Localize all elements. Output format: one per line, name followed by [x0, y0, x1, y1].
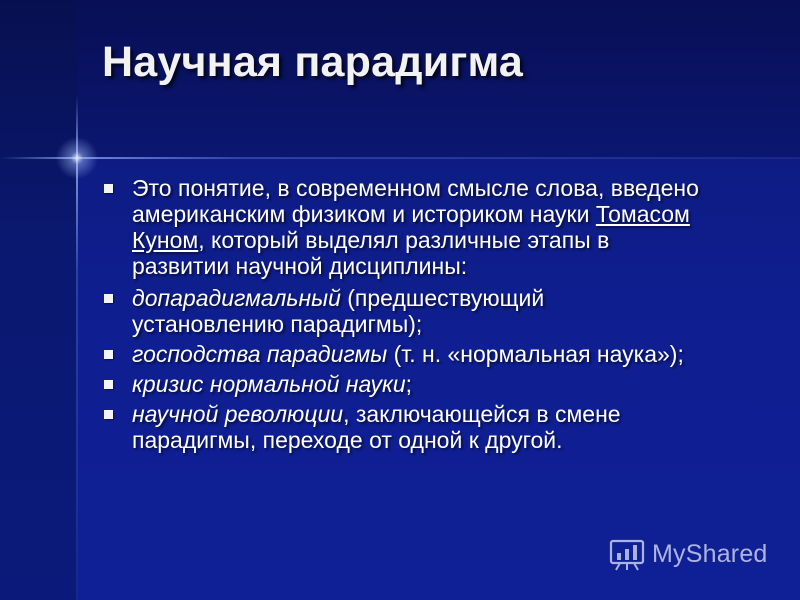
square-bullet-icon — [104, 410, 113, 419]
horizontal-accent-line — [0, 157, 800, 159]
square-bullet-icon — [104, 350, 113, 359]
bullet-list — [102, 175, 702, 457]
watermark — [608, 533, 768, 575]
bullet-text: (т. н. «нормальная наука»); — [387, 341, 684, 367]
left-band — [0, 0, 78, 600]
bullet-item — [102, 371, 702, 397]
bullet-text: Это понятие, в современном смысле слова, введено американским физиком и историком науки — [132, 175, 699, 227]
square-bullet-icon — [104, 294, 113, 303]
myshared-logo-icon — [608, 535, 646, 573]
bullet-emphasis: допарадигмальный — [132, 285, 341, 311]
bullet-text: ; — [405, 371, 413, 397]
bullet-item — [102, 285, 702, 337]
bullet-text: , заключающейся в смене парадигмы, переходе от одной к другой. — [132, 401, 621, 453]
watermark-text: MyShared — [652, 539, 768, 568]
kuhn-link[interactable]: Томасом Куном — [132, 201, 690, 253]
bullet-emphasis: господства парадигмы — [132, 341, 388, 367]
square-bullet-icon — [104, 184, 113, 193]
bullet-item — [102, 341, 702, 367]
bullet-item — [102, 175, 702, 279]
bullet-text: , который выделял различные этапы в развитии научной дисциплины: — [132, 227, 610, 279]
bullet-item — [102, 401, 702, 453]
bullet-emphasis: научной революции — [132, 401, 344, 427]
bullet-text: (предшествующий установлению парадигмы); — [132, 285, 545, 337]
slide-title: Научная парадигма — [102, 38, 524, 86]
bullet-emphasis: кризис нормальной науки — [132, 371, 406, 397]
square-bullet-icon — [104, 380, 113, 389]
sparkle-glow — [52, 133, 102, 183]
